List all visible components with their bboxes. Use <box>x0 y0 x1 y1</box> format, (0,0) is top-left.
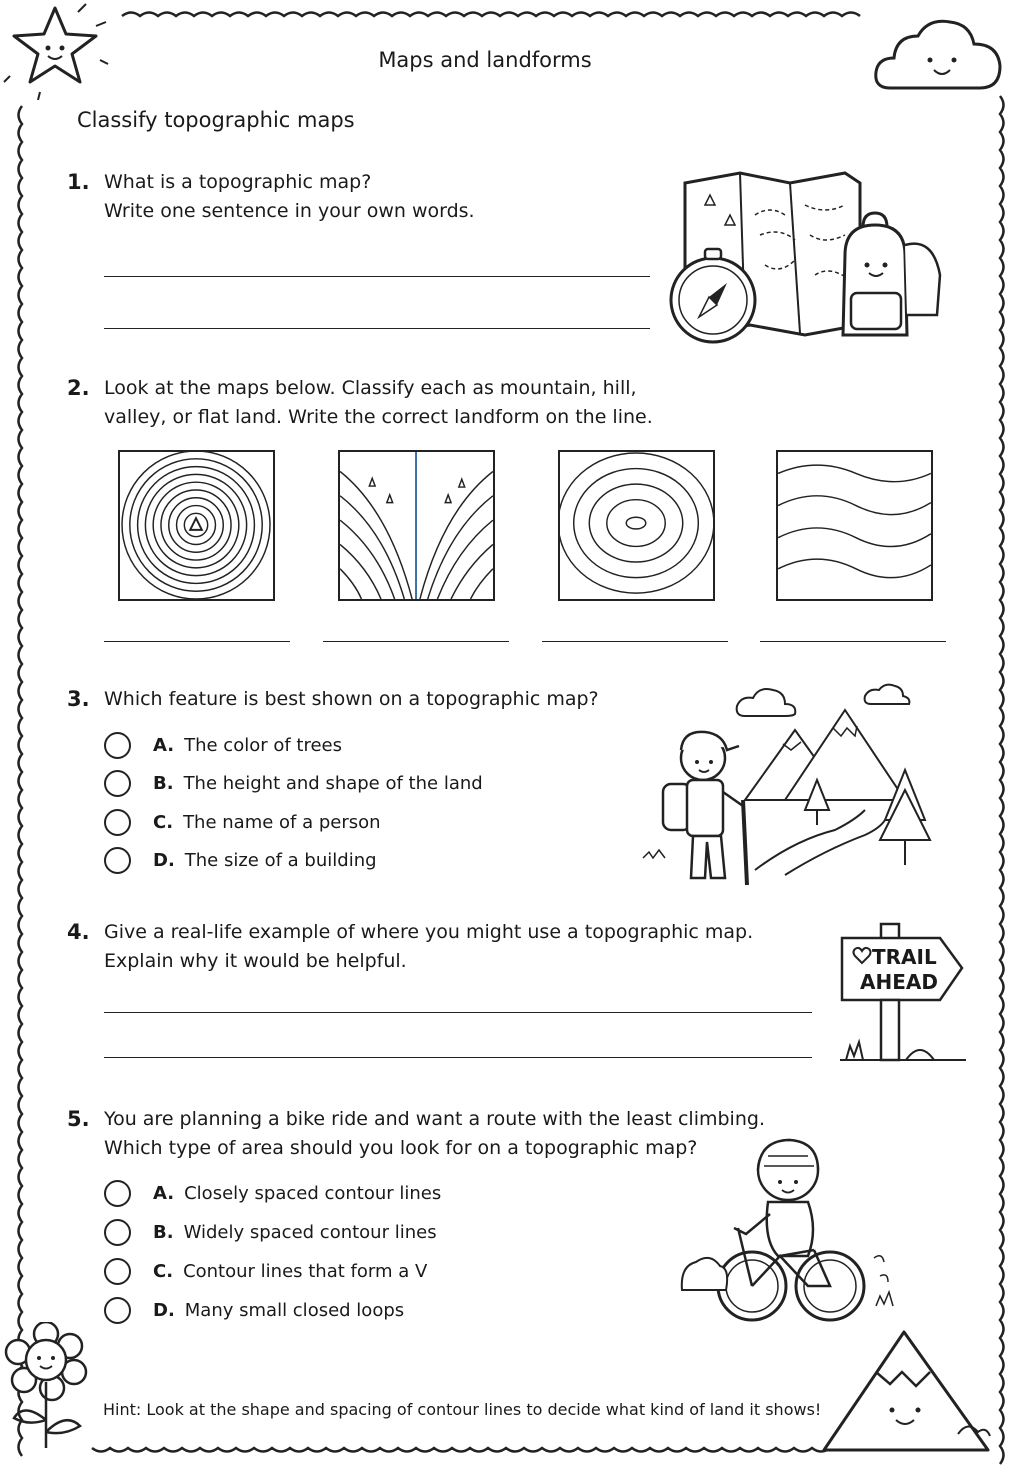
q5-option-c-letter: C. <box>153 1261 174 1282</box>
q5-option-d[interactable] <box>104 1297 404 1324</box>
answer-line-1a[interactable] <box>104 276 650 277</box>
q3-option-a-radio[interactable] <box>104 732 131 759</box>
q5-option-d-radio[interactable] <box>104 1297 131 1324</box>
page-title: Maps and landforms <box>378 48 592 72</box>
flower-icon <box>4 1322 94 1452</box>
question-3-text: Which feature is best shown on a topographic map? <box>104 688 599 710</box>
q3-option-b-radio[interactable] <box>104 770 131 797</box>
hiker-icon <box>663 732 747 885</box>
q3-option-c-letter: C. <box>153 812 174 833</box>
answer-line-2a[interactable] <box>104 641 290 642</box>
mountain-mascot-icon <box>818 1326 1003 1456</box>
answer-line-2d[interactable] <box>760 641 946 642</box>
topo-map-1 <box>118 450 275 601</box>
q5-option-c[interactable] <box>104 1258 427 1285</box>
q5-option-d-text: Many small closed loops <box>184 1300 405 1321</box>
q3-option-a-text: The color of trees <box>184 735 343 756</box>
mountain-icon <box>745 710 905 800</box>
backpack-icon <box>843 213 940 335</box>
q3-option-a[interactable] <box>104 732 342 759</box>
q3-option-d-radio[interactable] <box>104 847 131 874</box>
topo-map-4 <box>776 450 933 601</box>
question-1-line-2: Write one sentence in your own words. <box>104 200 475 222</box>
q5-option-b-radio[interactable] <box>104 1219 131 1246</box>
q5-option-b-letter: B. <box>153 1222 174 1243</box>
topo-map-3 <box>558 450 715 601</box>
answer-line-4b[interactable] <box>104 1057 812 1058</box>
question-2-line-1: Look at the maps below. Classify each as mountain, hill, <box>104 377 637 399</box>
q3-option-d-letter: D. <box>153 850 175 871</box>
question-5-number: 5. <box>67 1107 90 1131</box>
question-1-number: 1. <box>67 170 90 194</box>
q5-option-b-text: Widely spaced contour lines <box>183 1222 437 1243</box>
topo-map-2 <box>338 450 495 601</box>
q3-option-b[interactable] <box>104 770 483 797</box>
answer-line-4a[interactable] <box>104 1012 812 1013</box>
question-1-text <box>104 168 475 226</box>
q5-option-a-radio[interactable] <box>104 1180 131 1207</box>
q5-option-a-letter: A. <box>153 1183 175 1204</box>
question-5-line-2: Which type of area should you look for on a topographic map? <box>104 1137 698 1159</box>
page-subtitle: Classify topographic maps <box>77 108 355 132</box>
q5-option-b[interactable] <box>104 1219 437 1246</box>
cloud-small-icon <box>737 685 910 716</box>
hiker-scene-illustration <box>635 680 950 890</box>
trail-sign-line-2: AHEAD <box>860 970 938 994</box>
question-2-text <box>104 374 653 432</box>
q3-option-c-radio[interactable] <box>104 809 131 836</box>
cyclist-icon <box>668 1130 913 1330</box>
question-5-text <box>104 1105 765 1163</box>
question-5-line-1: You are planning a bike ride and want a route with the least climbing. <box>104 1108 765 1130</box>
question-2-line-2: valley, or flat land. Write the correct landform on the line. <box>104 406 653 428</box>
question-4-line-2: Explain why it would be helpful. <box>104 950 407 972</box>
question-4-text <box>104 918 753 976</box>
q3-option-c-text: The name of a person <box>183 812 381 833</box>
question-1-line-1: What is a topographic map? <box>104 171 372 193</box>
q5-option-c-text: Contour lines that form a V <box>183 1261 428 1282</box>
q3-option-d-text: The size of a building <box>184 850 377 871</box>
q5-option-c-radio[interactable] <box>104 1258 131 1285</box>
q3-option-d[interactable] <box>104 847 377 874</box>
q5-option-a-text: Closely spaced contour lines <box>184 1183 442 1204</box>
q3-option-a-letter: A. <box>153 735 175 756</box>
question-4-line-1: Give a real-life example of where you might use a topographic map. <box>104 921 754 943</box>
q3-option-b-letter: B. <box>153 773 174 794</box>
trail-sign-line-1: TRAIL <box>872 945 937 969</box>
hint-text: Hint: Look at the shape and spacing of contour lines to decide what kind of land it shows! <box>103 1400 822 1419</box>
question-3-number: 3. <box>67 687 90 711</box>
q5-option-a[interactable] <box>104 1180 441 1207</box>
question-2-number: 2. <box>67 376 90 400</box>
q3-option-b-text: The height and shape of the land <box>183 773 483 794</box>
question-4-number: 4. <box>67 920 90 944</box>
answer-line-1b[interactable] <box>104 328 650 329</box>
heart-icon <box>852 946 872 966</box>
q5-option-d-letter: D. <box>153 1300 175 1321</box>
q3-option-c[interactable] <box>104 809 381 836</box>
answer-line-2b[interactable] <box>323 641 509 642</box>
answer-line-2c[interactable] <box>542 641 728 642</box>
map-compass-backpack-illustration <box>665 165 965 355</box>
